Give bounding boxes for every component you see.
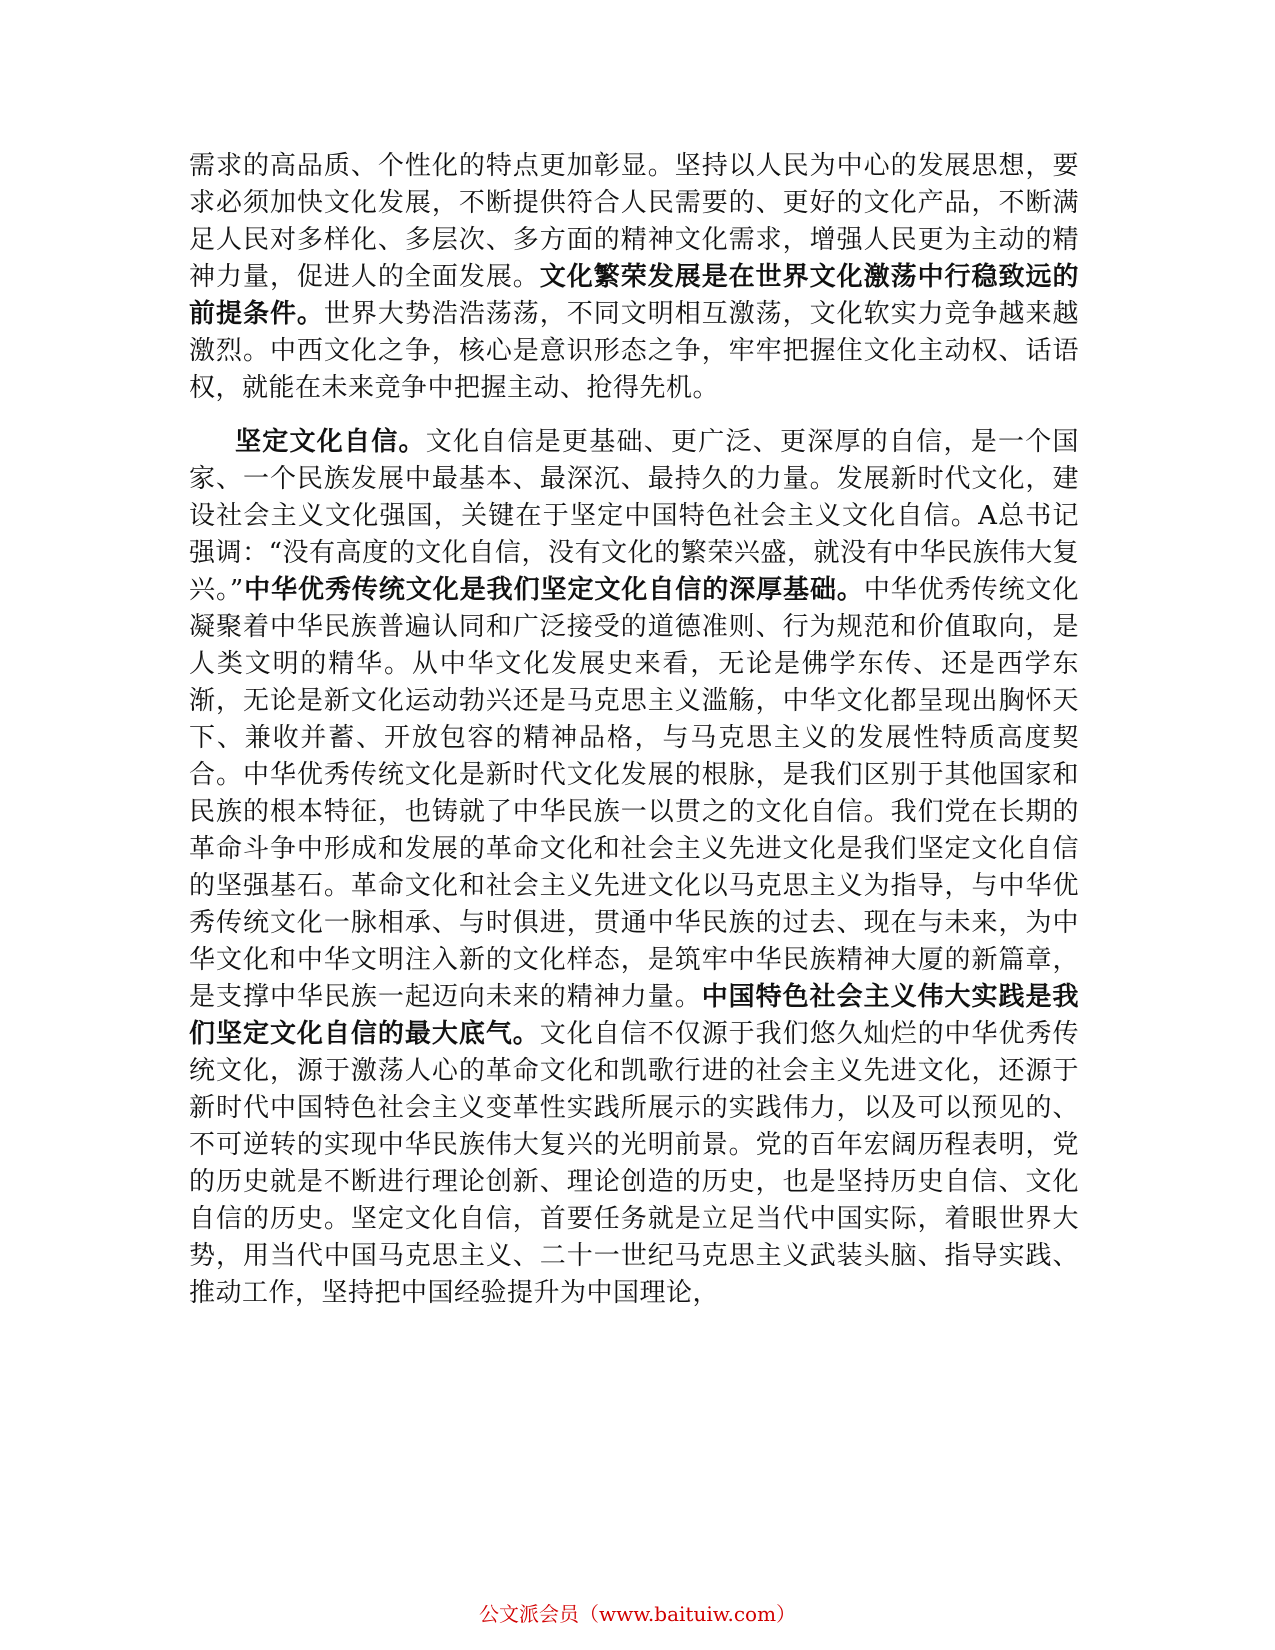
paragraph-1-bold-heading: 文化繁荣发展是在世界文化激荡中行稳致远的前提条件。 (189, 262, 1079, 329)
paragraph-2-text-3: 文化自信不仅源于我们悠久灿烂的中华优秀传统文化，源于激荡人心的革命文化和凯歌行进的社会主义先进文化，还源于新时代中国特色社会主义变革性实践所展示的实践伟力，以及可以预见的、不可逆转的实现中华民族伟大复兴的光明前景。党的百年宏阔历程表明，党的历史就是不断进行理论创新、理论创造的历史，也是坚持历史自信、文化自信的历史。坚定文化自信，首要任务就是立足当代中国实际，着眼世界大势，用当代中国马克思主义、二十一世纪马克思主义武装头脑、指导实践、推动工作，坚持把中国经验提升为中国理论， (189, 1019, 1079, 1308)
footer-watermark: 公文派会员（www.baituiw.com） (478, 1602, 797, 1626)
paragraph-1 (189, 148, 1079, 407)
paragraph-2 (189, 424, 1079, 1312)
section-heading: 坚定文化自信。 (235, 427, 426, 457)
paragraph-2-text-1: 文化自信是更基础、更广泛、更深厚的自信，是一个国家、一个民族发展中最基本、最深沉、最持久的力量。发展新时代文化，建设社会主义文化强国，关键在于坚定中国特色社会主义文化自信。A总书记强调：“没有高度的文化自信，没有文化的繁荣兴盛，就没有中华民族伟大复兴。” (189, 427, 1079, 605)
paragraph-2-bold-2: 中国特色社会主义伟大实践是我们坚定文化自信的最大底气。 (189, 982, 1079, 1049)
paragraph-2-text-2: 中华优秀传统文化凝聚着中华民族普遍认同和广泛接受的道德准则、行为规范和价值取向，是人类文明的精华。从中华文化发展史来看，无论是佛学东传、还是西学东渐，无论是新文化运动勃兴还是马克思主义滥觞，中华文化都呈现出胸怀天下、兼收并蓄、开放包容的精神品格，与马克思主义的发展性特质高度契合。中华优秀传统文化是新时代文化发展的根脉，是我们区别于其他国家和民族的根本特征，也铸就了中华民族一以贯之的文化自信。我们党在长期的革命斗争中形成和发展的革命文化和社会主义先进文化是我们坚定文化自信的坚强基石。革命文化和社会主义先进文化以马克思主义为指导，与中华优秀传统文化一脉相承、与时俱进，贯通中华民族的过去、现在与未来，为中华文化和中华文明注入新的文化样态，是筑牢中华民族精神大厦的新篇章，是支撑中华民族一起迈向未来的精神力量。 (189, 575, 1079, 1012)
paragraph-1-text-1: 需求的高品质、个性化的特点更加彰显。坚持以人民为中心的发展思想，要求必须加快文化发展，不断提供符合人民需要的、更好的文化产品，不断满足人民对多样化、多层次、多方面的精神文化需求，增强人民更为主动的精神力量，促进人的全面发展。 (189, 151, 1079, 292)
paragraph-1-text-2: 世界大势浩浩荡荡，不同文明相互激荡，文化软实力竞争越来越激烈。中西文化之争，核心是意识形态之争，牢牢把握住文化主动权、话语权，就能在未来竞争中把握主动、抢得先机。 (189, 299, 1079, 403)
document-body (189, 148, 1079, 1312)
paragraph-2-bold-1: 中华优秀传统文化是我们坚定文化自信的深厚基础。 (243, 575, 864, 605)
